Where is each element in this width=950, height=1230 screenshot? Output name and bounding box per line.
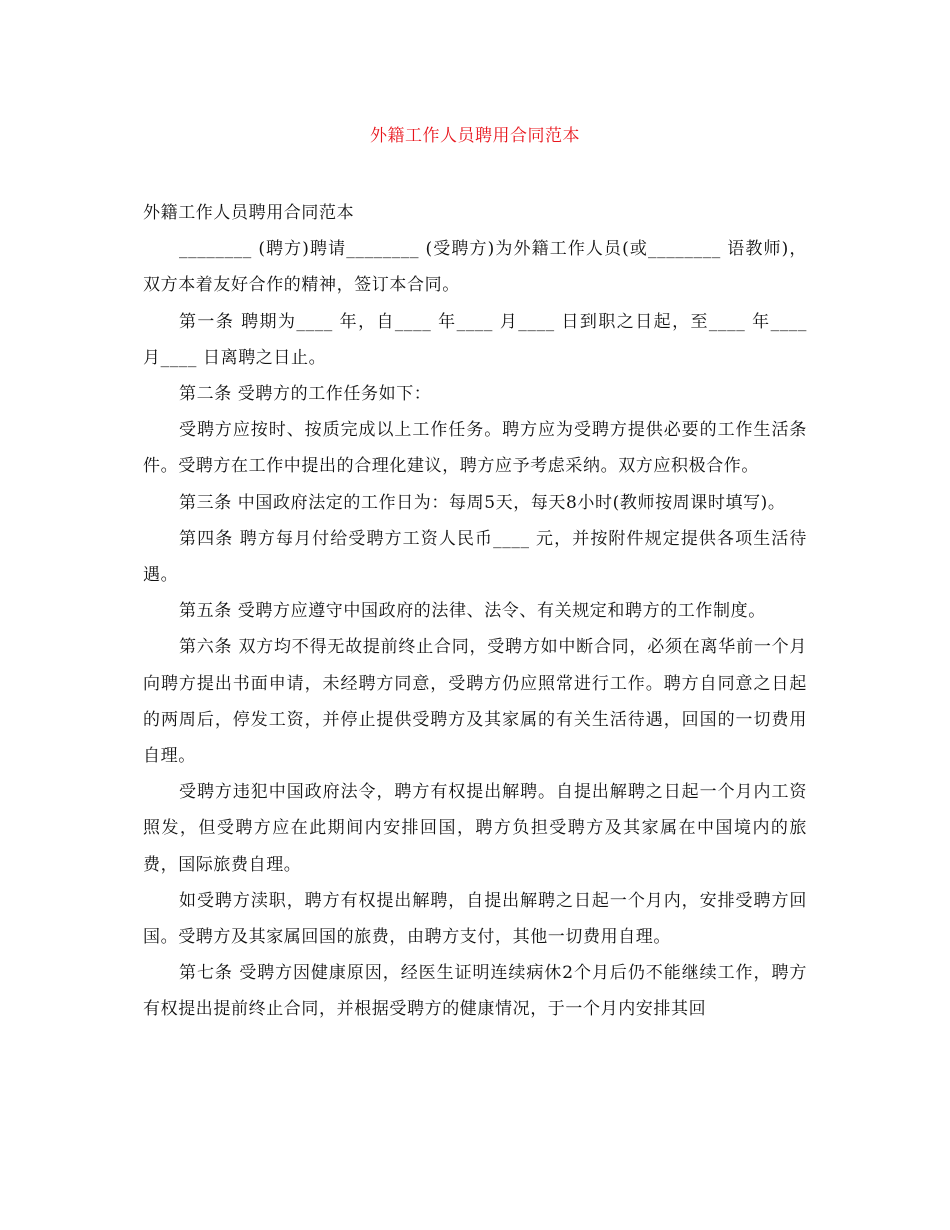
paragraph-duties: 受聘方应按时、按质完成以上工作任务。聘方应为受聘方提供必要的工作生活条件。受聘方在工作中提出的合理化建议，聘方应予考虑采纳。双方应积极合作。 [143,420,807,477]
paragraph-article-4: 第四条 聘方每月付给受聘方工资人民币____ 元，并按附件规定提供各项生活待遇。 [143,528,807,586]
paragraph-article-2: 第二条 受聘方的工作任务如下： [179,384,432,405]
paragraph-dismissal-negligence: 如受聘方渎职，聘方有权提出解聘，自提出解聘之日起一个月内，安排受聘方回国。受聘方及其家属回国的旅费，由聘方支付，其他一切费用自理。 [143,890,807,948]
document-title: 外籍工作人员聘用合同范本 [370,126,580,146]
paragraph-article-3: 第三条 中国政府法定的工作日为：每周5天，每天8小时(教师按周课时填写)。 [179,492,786,513]
paragraph-article-7: 第七条 受聘方因健康原因，经医生证明连续病休2个月后仍不能继续工作，聘方有权提出提前终止合同，并根据受聘方的健康情况，于一个月内安排其回 [143,963,807,1020]
body-heading: 外籍工作人员聘用合同范本 [143,203,355,223]
paragraph-dismissal-violation: 受聘方违犯中国政府法令，聘方有权提出解聘。自提出解聘之日起一个月内工资照发，但受聘方应在此期间内安排回国，聘方负担受聘方及其家属在中国境内的旅费，国际旅费自理。 [143,782,807,875]
paragraph-article-6: 第六条 双方均不得无故提前终止合同，受聘方如中断合同，必须在离华前一个月向聘方提出书面申请，未经聘方同意，受聘方仍应照常进行工作。聘方自同意之日起的两周后，停发工资，并停止提供受聘方及其家属的有关生活待遇，回国的一切费用自理。 [143,637,807,767]
paragraph-article-1: 第一条 聘期为____ 年，自____ 年____ 月____ 日到职之日起，至____ 年____ 月____ 日离聘之日止。 [143,311,807,368]
document-body [143,195,807,1028]
paragraph-article-5: 第五条 受聘方应遵守中国政府的法律、法令、有关规定和聘方的工作制度。 [179,601,766,622]
paragraph-preamble: ________ (聘方)聘请________ (受聘方)为外籍工作人员(或________ 语教师)，双方本着友好合作的精神，签订本合同。 [143,239,807,296]
